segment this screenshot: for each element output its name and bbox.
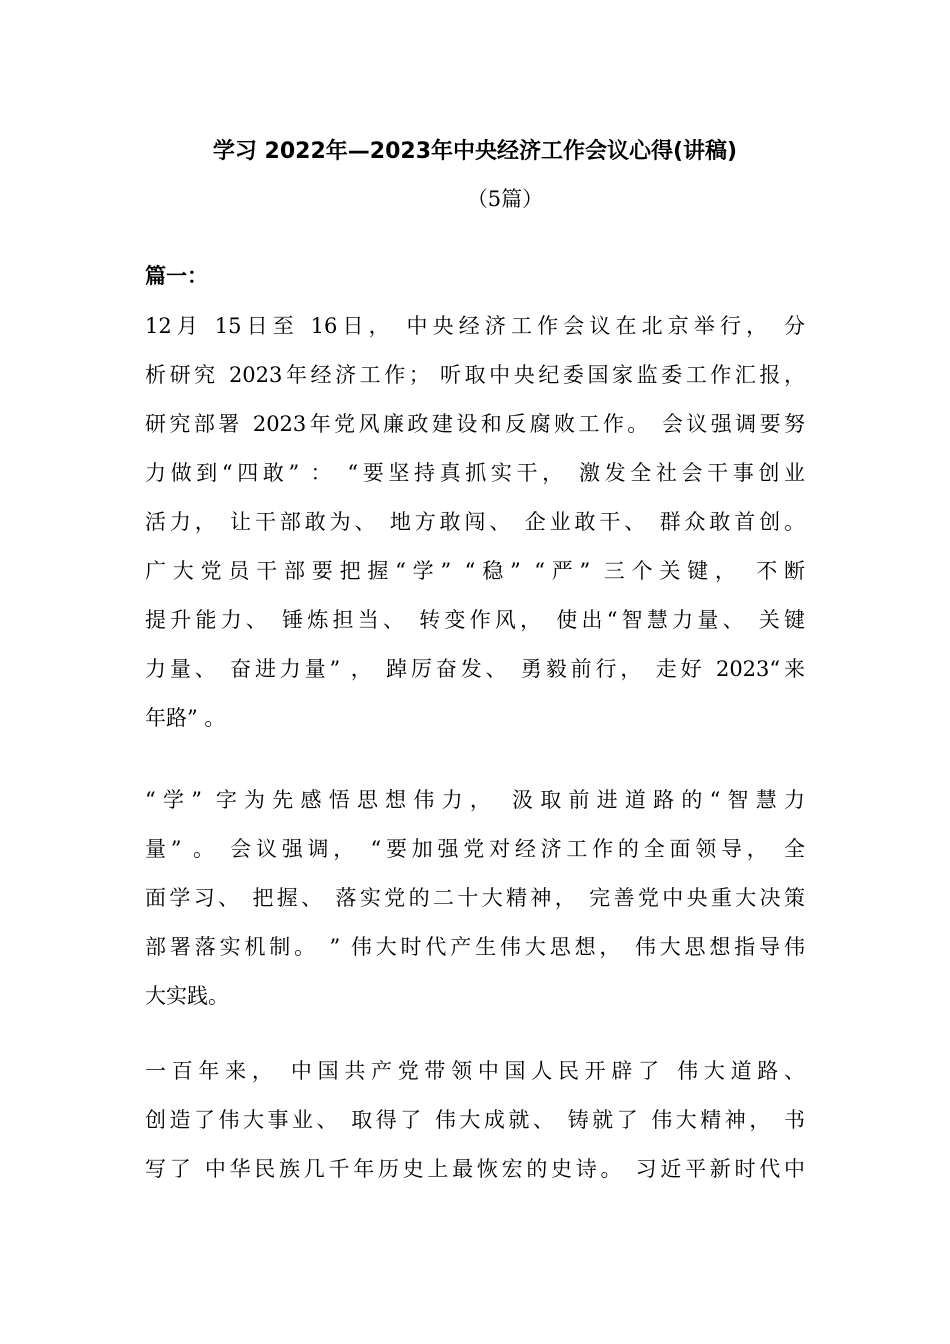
text-line: 广大党员干部要把握“学” “稳” “严” 三个关键， 不断 (145, 559, 805, 583)
text-line: 提升能力、 锤炼担当、 转变作风， 使出“智慧力量、 关键 (145, 608, 805, 632)
text-line: 年路” 。 (145, 706, 226, 730)
paragraph-2 (145, 776, 805, 1021)
paragraph-3 (145, 1047, 805, 1194)
text-line: 创造了伟大事业、 取得了 伟大成就、 铸就了 伟大精神， 书 (145, 1108, 805, 1132)
section-heading: 篇一： (145, 264, 208, 288)
text-line: 大实践。 (145, 984, 229, 1008)
text-line: 活力， 让干部敢为、 地方敢闯、 企业敢干、 群众敢首创。 (145, 510, 805, 534)
text-line: 研究部署 2023年党风廉政建设和反腐败工作。 会议强调要努 (145, 412, 805, 436)
document-subtitle: （5篇） (466, 187, 544, 211)
document-title: 学习 2022年—2023年中央经济工作会议心得(讲稿) (212, 139, 738, 164)
paragraph-1 (145, 302, 805, 743)
text-line: 一百年来， 中国共产党带领中国人民开辟了 伟大道路、 (145, 1059, 805, 1083)
text-line: 量” 。 会议强调， “要加强党对经济工作的全面领导， 全 (145, 837, 805, 861)
text-line: 力量、 奋进力量” ， 踔厉奋发、 勇毅前行， 走好 2023“来 (145, 657, 805, 681)
text-line: 力做到“四敢” ： “要坚持真抓实干， 激发全社会干事创业 (145, 461, 805, 485)
text-line: 部署落实机制。 ” 伟大时代产生伟大思想， 伟大思想指导伟 (145, 935, 805, 959)
text-line: 析研究 2023年经济工作； 听取中央纪委国家监委工作汇报， (145, 363, 805, 387)
text-line: 写了 中华民族几千年历史上最恢宏的史诗。 习近平新时代中 (145, 1157, 805, 1181)
text-line: 面学习、 把握、 落实党的二十大精神， 完善党中央重大决策 (145, 886, 805, 910)
text-line: 12月 15日至 16日， 中央经济工作会议在北京举行， 分 (145, 314, 805, 338)
text-line: “学” 字为先感悟思想伟力， 汲取前进道路的“智慧力 (145, 788, 805, 812)
